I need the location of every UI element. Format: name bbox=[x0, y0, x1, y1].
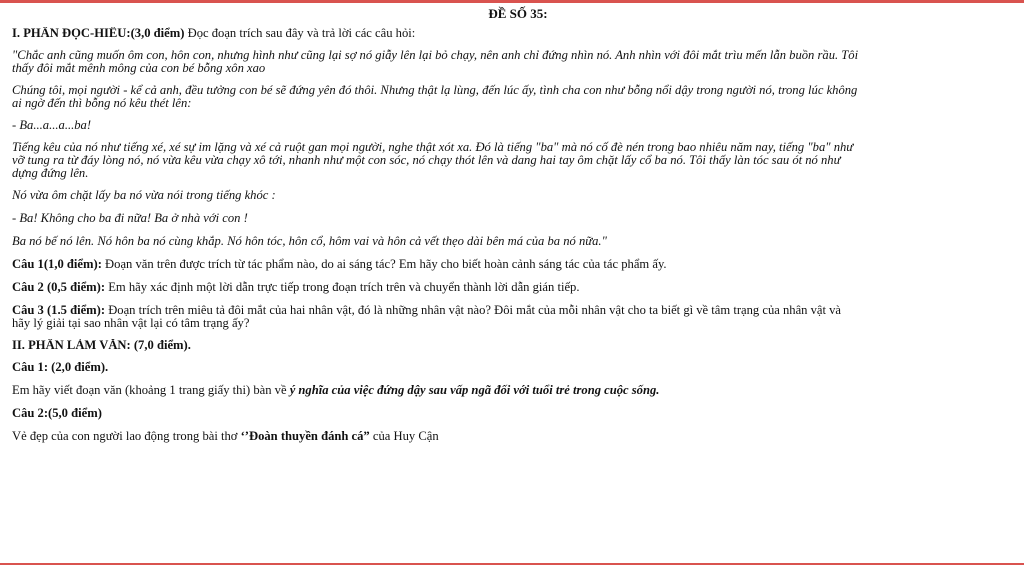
section2-q1-emphasis: ý nghĩa của việc đứng dậy sau vấp ngã đối với tuổi trẻ trong cuộc sống. bbox=[289, 384, 660, 397]
section2-q2-tail: của Huy Cận bbox=[369, 430, 439, 443]
passage-paragraph-6: - Ba! Không cho ba đi nữa! Ba ở nhà với con ! bbox=[12, 212, 248, 225]
passage-p4-line3: dựng đứng lên. bbox=[12, 166, 89, 180]
passage-paragraph-4 bbox=[12, 141, 1024, 180]
section1-heading-line bbox=[12, 27, 1024, 40]
passage-paragraph-5: Nó vừa ôm chặt lấy ba nó vừa nói trong tiếng khóc : bbox=[12, 189, 276, 202]
bottom-border-line bbox=[0, 563, 1024, 565]
question-2-label: Câu 2 (0,5 điểm): bbox=[12, 281, 106, 294]
passage-p4-line1: Tiếng kêu của nó như tiếng xé, xé sự im lặng và xé cả ruột gan mọi người, nghe thật xót xa. Đó là tiếng "ba" mà nó cố đè nén trong bao nhiêu năm nay, tiếng "ba" như bbox=[12, 141, 854, 154]
question-3-text: Đoạn trích trên miêu tả đôi mắt của hai nhân vật, đó là những nhân vật nào? Đôi mắt của mỗi nhân vật cho ta biết gì về tâm trạng của nhân vật và bbox=[105, 304, 842, 317]
question-3-text-line2: hãy lý giải tại sao nhân vật lại có tâm trạng ấy? bbox=[12, 316, 250, 330]
question-1-label: Câu 1(1,0 điểm): bbox=[12, 258, 102, 271]
section2-question-2-label: Câu 2:(5,0 điểm) bbox=[12, 407, 102, 420]
section1-heading: I. PHẦN ĐỌC-HIỂU:(3,0 điểm) bbox=[12, 27, 185, 40]
passage-paragraph-3: - Ba...a...a...ba! bbox=[12, 119, 92, 132]
section2-question-2 bbox=[12, 430, 1024, 443]
question-1-text: Đoạn văn trên được trích từ tác phẩm nào, do ai sáng tác? Em hãy cho biết hoàn cảnh sáng tác của tác phẩm ấy. bbox=[101, 258, 667, 271]
section1-instruction: Đọc đoạn trích sau đây và trả lời các câu hỏi: bbox=[184, 27, 416, 40]
passage-paragraph-2 bbox=[12, 84, 1024, 110]
section2-heading: II. PHẦN LÀM VĂN: (7,0 điểm). bbox=[12, 339, 191, 352]
passage-p1-line2: thấy đôi mắt mênh mông của con bé bỗng xôn xao bbox=[12, 61, 266, 75]
question-2 bbox=[12, 281, 1024, 294]
question-3-label: Câu 3 (1.5 điểm): bbox=[12, 304, 106, 317]
passage-p1-line1: "Chắc anh cũng muốn ôm con, hôn con, nhưng hình như cũng lại sợ nó giẫy lên lại bỏ chạy, nên anh chỉ đứng nhìn nó. Anh nhìn với đôi mắt trìu mến lẫn buồn rầu. Tôi bbox=[12, 49, 859, 62]
section2-q2-emphasis: ‘’Đoàn thuyền đánh cá” bbox=[240, 430, 370, 443]
section2-question-1 bbox=[12, 384, 1024, 397]
passage-p2-line1: Chúng tôi, mọi người - kể cả anh, đều tưởng con bé sẽ đứng yên đó thôi. Nhưng thật lạ lùng, đến lúc ấy, tình cha con như bỗng nổi dậy trong người nó, trong lúc không bbox=[12, 84, 858, 97]
section2-q2-text: Vẻ đẹp của con người lao động trong bài thơ bbox=[12, 430, 241, 443]
exam-title: ĐỀ SỐ 35: bbox=[488, 6, 548, 21]
section2-q1-text: Em hãy viết đoạn văn (khoảng 1 trang giấy thi) bàn về bbox=[12, 384, 290, 397]
passage-paragraph-1 bbox=[12, 49, 1024, 75]
question-1 bbox=[12, 258, 1024, 271]
passage-p4-line2: vỡ tung ra từ đáy lòng nó, nó vừa kêu vừa chạy xô tới, nhanh như một con sóc, nó chạy thót lên và dang hai tay ôm chặt lấy cổ ba nó. Tôi thấy làn tóc sau ót nó như bbox=[12, 153, 841, 167]
question-2-text: Em hãy xác định một lời dẫn trực tiếp trong đoạn trích trên và chuyển thành lời dẫn gián tiếp. bbox=[105, 281, 580, 294]
section2-question-1-label: Câu 1: (2,0 điểm). bbox=[12, 361, 109, 374]
question-3 bbox=[12, 304, 1024, 330]
exam-document bbox=[12, 3, 1024, 452]
passage-paragraph-7: Ba nó bế nó lên. Nó hôn ba nó cùng khắp. Nó hôn tóc, hôn cổ, hôm vai và hôn cả vết thẹo dài bên má của ba nó nữa." bbox=[12, 235, 607, 248]
passage-p2-line2: ai ngờ đến thì bỗng nó kêu thét lên: bbox=[12, 96, 192, 110]
